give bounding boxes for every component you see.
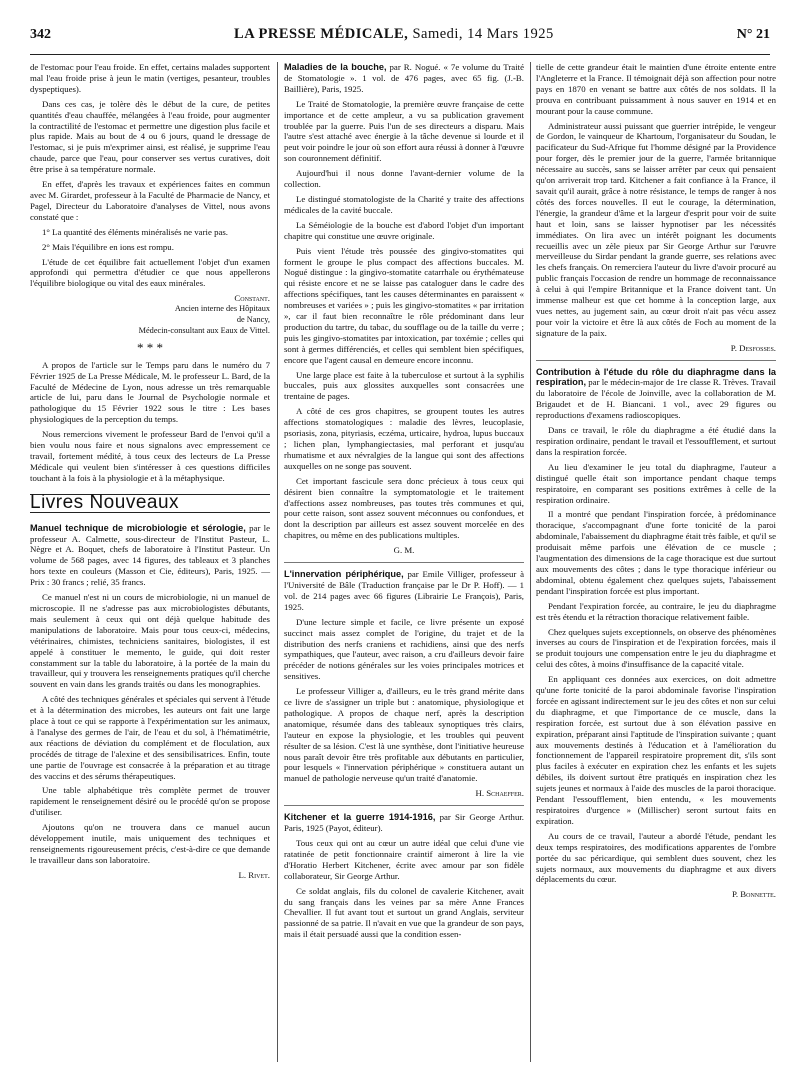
- book-title: Kitchener et la guerre 1914-1916,: [284, 812, 436, 823]
- paragraph: 1° La quantité des éléments minéralisés ne varie pas.: [42, 226, 228, 237]
- paragraph: Cet important fascicule sera donc précieux à tous ceux qui désirent bien connaître la symptomatologie et le traitement d'affections assez nombreuses, pas toutes très communes et qui, pour cette raison, sont assez souvent méconnues ou confondues, et dont la description par ailleurs est assez souvent morcelée en des chapitres, ou même en des publications multiples.: [284, 475, 524, 541]
- paragraph: L'étude de cet équilibre fait actuellement l'objet d'un examen approfondi qui permettra d'étudier ce que nous appellerons l'équilibre biologique ou vital des eaux minérales.: [30, 256, 270, 289]
- book-entry: [284, 812, 524, 834]
- book-meta: par Emile Villiger, professeur à l'Université de Bâle (Traduction française par le Dr P. Hoff). — 1 vol. de 214 pages avec 66 figures (Librairie Le François), Paris, 1925.: [284, 569, 524, 612]
- reviewer-signature: H. Schaeffer.: [475, 788, 524, 799]
- reviewer-signature: P. Bonnette.: [731, 889, 776, 900]
- book-entry: [284, 569, 524, 613]
- paragraph: Le professeur Villiger a, d'ailleurs, eu le très grand mérite dans ce livre de s'assigner un triple but : anatomique, physiologique et pathologique. A propos de chaque nerf, après la description anatomique, résumée dans des tableaux synoptiques très clairs, l'auteur en expose la physiologie, et les troubles qui peuvent résulter de sa lésion. C'est là une synthèse, dont l'initiative heureuse nous paraît devoir être très profitable aux débutants en particulier, pour lesquels « l'innervation périphérique » constituera autant un manuel de pathologie nerveuse qu'un traité d'anatomie.: [284, 686, 524, 784]
- book-title: Maladies de la bouche,: [284, 62, 387, 72]
- paragraph: 2° Mais l'équilibre en ions est rompu.: [42, 241, 174, 252]
- author-title: Ancien interne des Hôpitaux: [174, 304, 270, 314]
- paragraph: Aujourd'hui il nous donne l'avant-dernier volume de la collection.: [284, 168, 524, 190]
- paragraph: de l'estomac pour l'eau froide. En effet, certains malades supportent mal l'eau froide prise à jeun le matin (vertiges, pesanteur, troubles dyspeptiques).: [30, 62, 270, 94]
- column-3: [536, 62, 776, 906]
- paragraph: Ajoutons qu'on ne trouvera dans ce manuel aucun développement inutile, mais uniquement des techniques et renseignements rigoureusement précis, c'est-à-dire ce que demande le travailleur dans son laboratoire.: [30, 822, 270, 865]
- column-1: [30, 62, 270, 887]
- reviewer-signature: L. Rivet.: [238, 869, 270, 880]
- paragraph: Ce manuel n'est ni un cours de microbiologie, ni un manuel de microscopie. Il ne s'adresse pas aux microbiologistes débutants, mais seulement à ceux qui ont déjà quelque habitude des manipulations de laboratoire. Mais pour tous ceux-ci, médecins, vétérinaires, chimistes, techniciens sanitaires, biologistes, il est appelé à constituer le memento, le guide, qui doit rester constamment sur la table du laboratoire, à la portée de la main du travailleur, qui y trouvera les renseignements pratiques qu'il cherche souvent en vain dans les grands traités ou dans les monographies.: [30, 592, 270, 690]
- book-title: Contribution à l'étude du rôle du diaphragme dans la respiration,: [536, 366, 776, 388]
- author-title: de Nancy,: [236, 315, 270, 325]
- book-meta: par Sir George Arthur. Paris, 1925 (Payot, éditeur).: [284, 812, 524, 834]
- section-stars: * * *: [137, 339, 163, 355]
- paragraph: Nous remercions vivement le professeur Bard de l'envoi qu'il a bien voulu nous faire et nous signalons avec empressement ce travail, fortement médité, à tous ceux des lecteurs de La Presse Médicale qui veulent bien s'intéresser à ces questions difficiles touchant à la fois à la physiologie et à la métaphysique.: [30, 429, 270, 483]
- paragraph: Dans ces cas, je tolère dès le début de la cure, de petites quantités d'eau chauffée, mélangées à l'eau froide, pour augmenter la contractilité de l'estomac et permettre une digestion plus facile et plus rapide. Mais au bout de 4 ou 6 jours, quand le dressage de l'estomac, si je puis m'exprimer ainsi, est réalisé, je supprime l'eau chaude, parce que l'eau, pour conserver ses vertus curatives, doit être prise à sa température normale.: [30, 98, 270, 175]
- section-title: Livres Nouveaux: [30, 491, 180, 513]
- reviewer-signature: P. Desfosses.: [730, 342, 776, 353]
- divider: [284, 562, 524, 563]
- author-name: Constant.: [234, 293, 270, 304]
- journal-name: LA PRESSE MÉDICALE,: [234, 26, 409, 42]
- paragraph: Au cours de ce travail, l'auteur a abordé l'étude, pendant les deux temps respiratoires, des modifications apparentes de l'ombre portée du sac péricardique, qui semblent dues souvent, chez les sujets normaux, aux mouvements du diaphragme et aux divers déplacements du cœur.: [536, 830, 776, 885]
- book-entry: [30, 523, 270, 588]
- column-2: [284, 62, 524, 944]
- paragraph: Chez quelques sujets exceptionnels, on observe des phénomènes inverses au cours de l'inspiration et de l'expiration forcées, mais il se produit toujours une compensation entre le jeu du diaphragme et celui des côtes, à moins d'insuffisance de la capacité vitale.: [536, 626, 776, 670]
- book-title: L'innervation périphérique,: [284, 569, 404, 580]
- paragraph: A propos de l'article sur le Temps paru dans le numéro du 7 Février 1925 de La Presse Médicale, M. le professeur L. Bard, de la Faculté de Médecine de Lyon, nous adresse un très remarquable article de lui, paru dans le Journal de Psychologie normale et pathologique du 15 Février 1922 sous le titre : Les bases physiologiques de la perception du temps.: [30, 359, 270, 425]
- reviewer-signature: G. M.: [393, 545, 415, 556]
- issue-number: N° 21: [736, 27, 770, 42]
- paragraph: A côté de ces gros chapitres, se groupent toutes les autres affections stomatologiques : maladie des lèvres, leucoplasie, psoriasis, zona, pityriasis, eczéma, urticaire, hydroa, lupus buccaux ; lichen plan, lymphangiectasies, mal perforant et jusqu'au rhumatisme et aux névralgies de la langue qui sont des affections auxquelles on ne songe pas souvent.: [284, 406, 524, 471]
- paragraph: Il a montré que pendant l'inspiration forcée, à prédominance thoracique, s'accompagnant d'une forte tonicité de la paroi abdominale, l'abaissement du diaphragme était très faible, et qu'il se produisait même parfois une élévation de ce muscle ; l'augmentation des dimensions de la cage thoracique est due surtout aux mouvements des côtes ; dans le type thoracique inférieur ou abdominal, obtenu également chez quelques sujets, l'abaissement pendant l'inspiration forcée est plus important.: [536, 509, 776, 596]
- paragraph: Puis vient l'étude très poussée des gingivo-stomatites qui forment le groupe le plus compact des affections buccales. M. Nogué distingue : la gingivo-stomatite catarrhale ou érythémateuse qui résiste encore et ne se laisse pas cataloguer dans le cadre des affections spécifiques, tant les causes déterminantes en paraissent « nombreuses et variées » ; puis les gingivo-stomatites « par irritation », car il faut bien reconnaître le rôle prédominant dans leur production du tartre, du tabac, du soufflage ou de la taille du verre ; puis les gingivo-stomatites par intoxication, par toxémie ; celles qui sont à germes différenciés, et celles qui semblent bien spécifiques, encore que l'agent causal en demeure encore inconnu.: [284, 245, 524, 365]
- paragraph: Dans ce travail, le rôle du diaphragme a été étudié dans la respiration ordinaire, pendant le travail et l'essoufflement, et surtout dans la respiration forcée.: [536, 425, 776, 457]
- book-entry: [284, 62, 524, 95]
- author-title: Médecin-consultant aux Eaux de Vittel.: [138, 325, 270, 335]
- issue-date: Samedi, 14 Mars 1925: [412, 26, 554, 42]
- column-divider-2: [530, 62, 531, 1062]
- paragraph: Une table alphabétique très complète permet de trouver rapidement le renseignement désiré ou le procédé qu'on se propose d'utiliser.: [30, 785, 270, 818]
- page-number: 342: [30, 27, 51, 42]
- paragraph: En appliquant ces données aux exercices, on doit admettre qu'une forte tonicité de la paroi abdominale favorise l'inspiration forcée en agissant indirectement sur le jeu des côtes et non sur celui du diaphragme, et que l'importance de ce muscle, dans la respiration forcée, est surtout due à son élévation passive en expiration, préparant ainsi l'aptitude de l'inspiration suivante ; quant aux mouvements destinés à l'éducation et à l'amélioration du fonctionnement de l'appareil respiratoire proprement dit, s'ils sont plus faciles à exécuter en expiration chez les enfants et les sujets débiles, ils doivent surtout être pratiqués en inspiration chez les sujets jeunes et normaux à l'aide des muscles de la paroi thoracique. Pendant l'essoufflement, bien entendu, « les mouvements respiratoires d'urgence » (Millischer) seront surtout faits en expiration.: [536, 674, 776, 826]
- paragraph: Administrateur aussi puissant que guerrier intrépide, le vengeur de Gordon, le vainqueur de Khartoum, l'organisateur du Soudan, le pacificateur du Sud-Afrique fut l'homme désigné par la Providence pour forger, dès le premier jour de la guerre, l'armée britannique nécessaire au succès, sans se laisser arrêter par ceux qui pensaient qu'on arriverait trop tard. Kitchener a fait confiance à la France, il savait qu'il aurait, grâce à notre résistance, le temps de ranger à nos côtés des forces nouvelles. Il eut le courage, la détermination, l'énergie, la grandeur d'âme et la largeur d'esprit pour voir de suite haut et loin, sans se laisser hypnotiser par les nécessités immédiates. On lira avec un intérêt poignant les documents recueillis avec un zèle pieux par Sir George Arthur sur l'œuvre merveilleuse du Sirdar pendant la grande guerre, ses relations avec les chefs français. On remerciera l'auteur du livre d'avoir procuré au public français l'occasion de rendre un hommage de reconnaissance à celui à qui l'empire Britannique et la France doivent tant. Un immense malheur est que cet homme à la conception large, aux vues nettes, au jugement sain, au cœur droit n'ait pas vécu assez pour voir la victoire et être là aux côtés de Foch au moment de la signature de la paix.: [536, 120, 776, 338]
- paragraph: A côté des techniques générales et spéciales qui servent à l'étude et à la détermination des microbes, les auteurs ont fait une large place à tout ce qui se rapporte à l'expérimentation sur les animaux, à l'analyse des germes de l'air, de l'eau et du sol, à l'hématimétrie, aux réactions de déviation du complément et de floculation, aux procédés de titrage de l'alexine et des sensibilisatrices. Enfin, toute une partie de l'ouvrage est consacrée à la préparation et au titrage des vaccins et des sérums thérapeutiques.: [30, 694, 270, 781]
- journal-title: [234, 26, 554, 43]
- paragraph: La Séméiologie de la bouche est d'abord l'objet d'un important chapitre qui constitue une œuvre originale.: [284, 219, 524, 241]
- signature-block: [30, 293, 270, 337]
- book-meta: par le professeur A. Calmette, sous-directeur de l'Institut Pasteur, L. Nègre et A. Boquet, chefs de laboratoire à l'Institut Pasteur. Un volume de 568 pages, avec 14 figures, des tableaux et 3 planches hors texte en couleurs (Masson et Cie, éditeurs), Paris, 1925. — Prix : 30 francs ; relié, 35 francs.: [30, 522, 271, 588]
- paragraph: tielle de cette grandeur était le maintien d'une étroite entente entre l'Angleterre et la France. Il témoignait déjà son affection pour notre pays en 1870 en venant se battre aux côtés de nos soldats. Il la prouva en contribuant puissamment à nous sauver en 1914 et en mourant pour la cause commune.: [536, 62, 776, 116]
- paragraph: En effet, d'après les travaux et expériences faites en commun avec M. Girardet, professeur à la Faculté de Pharmacie de Nancy, et Pagel, Directeur du Laboratoire d'analyses de Vittel, nous avons constaté que :: [30, 179, 270, 222]
- paragraph: Ce soldat anglais, fils du colonel de cavalerie Kitchener, avait du sang français dans les veines par sa mère Anne Frances Chevallier. Il fut avant tout et surtout un grand Anglais, serviteur passionné de sa patrie. Il n'avait en vue que la grandeur de son pays, mais il était persuadé aussi que la condition essen-: [284, 885, 524, 940]
- book-meta: par le médecin-major de 1re classe R. Trèves. Travail du laboratoire de l'école de Joinville, avec la collaboration de M. Brigaudet et de H. Biancani. 1 vol., avec 29 figures ou reproductions d'examens radioscopiques.: [536, 377, 776, 421]
- paragraph: Tous ceux qui ont au cœur un autre idéal que celui d'une vie ratatinée de petit fonctionnaire craintif aimeront à lire la vie d'Horatio Herbert Kitchener, écrite avec amour par son fidèle collaborateur, Sir George Arthur.: [284, 838, 524, 881]
- divider: [536, 360, 776, 361]
- column-divider-1: [277, 62, 278, 1062]
- paragraph: Le Traité de Stomatologie, la première œuvre française de cette importance et de cette ampleur, a vu sa publication gravement troublée par la guerre. Puis l'un de ses directeurs a disparu. Mais l'autre s'est attaché avec énergie à la tâche devenue si lourde et il peut voir poindre le jour où son effort aura réussi à donner à l'œuvre son couronnement définitif.: [284, 98, 524, 164]
- paragraph: Une large place est faite à la tuberculose et surtout à la syphilis buccales, puis aux glossites auxquelles sont consacrées une trentaine de pages.: [284, 369, 524, 402]
- book-entry: [536, 367, 776, 422]
- paragraph: D'une lecture simple et facile, ce livre présente un exposé succinct mais assez complet de l'origine, du trajet et de la distribution des nerfs craniens et rachidiens, ainsi que des nerfs sympathiques, que l'auteur, avec raison, a cru d'ailleurs devoir faire précéder de notions générales sur les voies principales motrices et sensitives.: [284, 616, 524, 682]
- book-meta: par R. Nogué. « 7e volume du Traité de Stomatologie ». 1 vol. de 476 pages, avec 65 fig. (J.-B. Baillière), Paris, 1925.: [284, 62, 524, 94]
- book-title: Manuel technique de microbiologie et sérologie,: [30, 522, 246, 533]
- page-header: [30, 26, 770, 55]
- paragraph: Le distingué stomatologiste de la Charité y traite des affections médicales de la cavité buccale.: [284, 193, 524, 215]
- paragraph: Pendant l'expiration forcée, au contraire, le jeu du diaphragme est très étendu et la rétraction thoracique relativement faible.: [536, 600, 776, 622]
- section-heading: [30, 491, 270, 513]
- divider: [284, 805, 524, 806]
- paragraph: Au lieu d'examiner le jeu total du diaphragme, l'auteur a distingué quelle était son importance pendant chaque temps respiratoire, en comparant ses positions extrêmes à celle de la respiration ordinaire.: [536, 461, 776, 505]
